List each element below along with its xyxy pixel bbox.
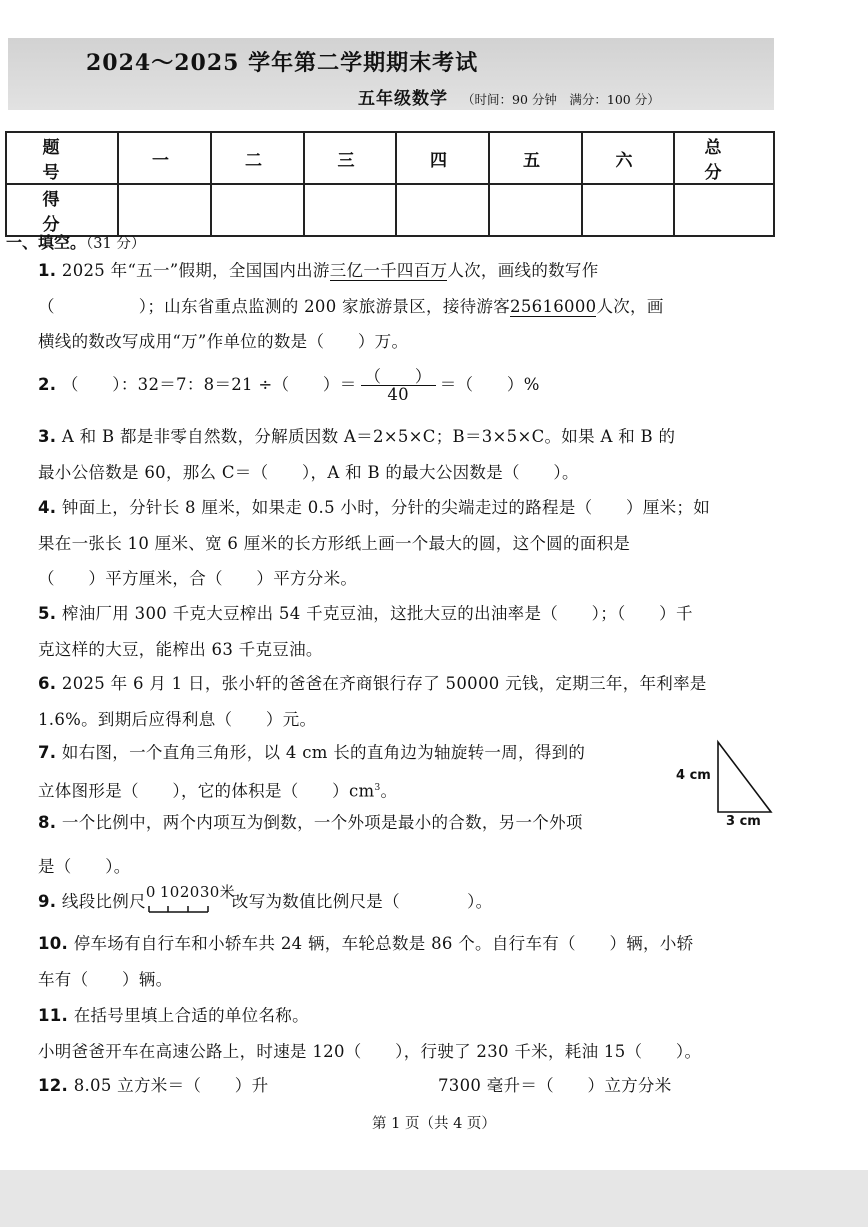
question-4: 4. 钟面上，分针长 8 厘米，如果走 0.5 小时，分针的尖端走过的路程是（ ）厘米；如 果在一张长 10 厘米、宽 6 厘米的长方形纸上画一个最大的圆，这个圆的面积是 （ ）平方厘米，合（ ）平方分米。 [38, 498, 711, 589]
question-6: 6. 2025 年 6 月 1 日，张小轩的爸爸在齐商银行存了 50000 元钱，定期三年，年利率是 1.6%。到期后应得利息（ ）元。 [38, 674, 707, 729]
score-cell [489, 184, 582, 236]
question-11: 11. 在括号里填上合适的单位名称。 小明爸爸开车在高速公路上，时速是 120（ ），行驶了 230 千米，耗油 15（ ）。 [38, 1006, 702, 1061]
score-cell [304, 184, 396, 236]
q7-height-label: 4 cm [676, 768, 711, 783]
q1-underlined-number-2: 25616000 [510, 296, 597, 316]
score-cell [211, 184, 304, 236]
score-table-col-total: 总 分 [674, 132, 774, 184]
line-segment-scale [145, 882, 235, 914]
scale-label-20: 20 [179, 882, 200, 901]
score-table-col-4: 四 [396, 132, 489, 184]
scale-label-30: 30米 [199, 882, 235, 901]
q1-underlined-number-1: 三亿一千四百万 [329, 261, 448, 280]
score-table [5, 131, 783, 237]
exam-meta: （时间：90 分钟 满分：100 分） [462, 92, 660, 107]
question-10: 10. 停车场有自行车和小轿车共 24 辆，车轮总数是 86 个。自行车有（ ）辆，小轿 车有（ ）辆。 [38, 934, 694, 989]
scale-label-10: 10 [159, 882, 180, 901]
question-5: 5. 榨油厂用 300 千克大豆榨出 54 千克豆油，这批大豆的出油率是（ ）；（ ）千 克这样的大豆，能榨出 63 千克豆油。 [38, 604, 693, 659]
page-footer: 第 1 页（共 4 页） [372, 1116, 496, 1132]
score-cell [118, 184, 211, 236]
question-9: 9. 线段比例尺 0 10 20 30米 改写为数值比例尺是（ ）。 [38, 884, 778, 920]
question-2: 2. （ ）：32＝7：8＝21 ÷（ ）＝ $\frac{( )}{40}$ ＝（ ）% [38, 367, 540, 404]
score-table-col-5: 五 [489, 132, 582, 184]
score-table-col-3: 三 [304, 132, 396, 184]
exam-title: 2024～2025 学年第二学期期末考试 [86, 50, 479, 76]
q7-base-label: 3 cm [726, 814, 761, 829]
question-8: 8. 一个比例中，两个内项互为倒数，一个外项是最小的合数，另一个外项 是（ ）。 [38, 813, 583, 876]
score-table-score-label: 得 分 [6, 184, 118, 236]
score-cell [674, 184, 774, 236]
question-12: 12. 8.05 立方米＝（ ）升 7300 毫升＝（ ）立方分米 [38, 1076, 672, 1095]
question-3: 3. A 和 B 都是非零自然数，分解质因数 A＝2×5×C；B＝3×5×C。如果 A 和 B 的 最小公倍数是 60，那么 C＝（ ），A 和 B 的最大公因数是（ ）。 [38, 427, 676, 482]
section-1-points: （31 分） [86, 236, 146, 252]
score-table-col-6: 六 [582, 132, 674, 184]
q2-fraction: $\frac{( )}{40}$ [361, 368, 436, 403]
scale-label-0: 0 [145, 882, 156, 901]
score-cell [582, 184, 674, 236]
score-cell [396, 184, 489, 236]
exam-header [8, 38, 774, 110]
bottom-background-strip [0, 1170, 868, 1227]
exam-subject: 五年级数学 [358, 89, 448, 109]
score-table-col-1: 一 [118, 132, 211, 184]
question-1: 1. 2025 年“五一”假期，全国国内出游三亿一千四百万人次，画线的数写作 （ ）；山东省重点监测的 200 家旅游景区，接待游客25616000人次，画 横线的数改写成用“万”作单位的数是（ ）万。 [38, 261, 664, 352]
question-7: 7. 如右图，一个直角三角形，以 4 cm 长的直角边为轴旋转一周，得到的 立体图形是（ ），它的体积是（ ）$cm^3$。 [38, 743, 586, 801]
q7-triangle-figure [675, 738, 785, 838]
score-table-header-row [6, 132, 774, 184]
exam-subline [358, 84, 660, 109]
score-table-header-label: 题 号 [6, 132, 118, 184]
score-table-col-2: 二 [211, 132, 304, 184]
section-1-title: 一、填空。（31 分） [6, 233, 146, 252]
score-table-score-row [6, 184, 774, 236]
